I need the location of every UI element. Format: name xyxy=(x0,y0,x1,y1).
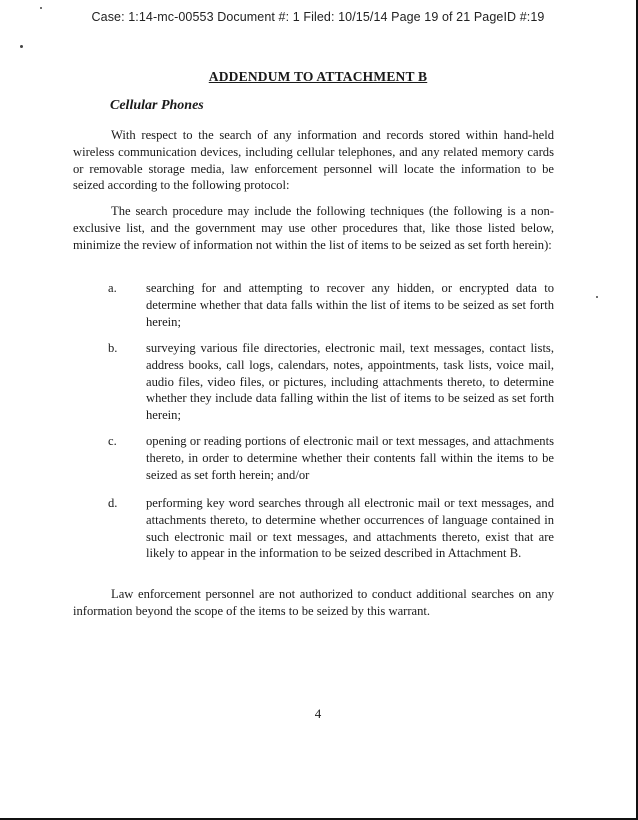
list-item-text: opening or reading portions of electronic mail or text messages, and attachments thereto, in order to determine whether their contents fall within the items to be seized as set forth herein; and/or xyxy=(146,434,554,482)
list-item-text: searching for and attempting to recover any hidden, or encrypted data to determine whether that data falls within the list of items to be seized as set forth herein; xyxy=(146,281,554,329)
case-header: Case: 1:14-mc-00553 Document #: 1 Filed: 10/15/14 Page 19 of 21 PageID #:19 xyxy=(91,10,545,24)
list-item-letter: c. xyxy=(108,434,117,448)
list-item-d xyxy=(108,495,554,562)
scan-speck xyxy=(40,7,42,9)
document-title: ADDENDUM TO ATTACHMENT B xyxy=(208,69,428,84)
list-item-a xyxy=(108,280,554,330)
list-item-letter: b. xyxy=(108,341,118,355)
section-subtitle: Cellular Phones xyxy=(110,98,204,113)
intro-paragraph: With respect to the search of any information and records stored within hand-held wireless communication devices, including cellular telephones, and any related memory cards or removable storage media, law enforcement personnel will locate the information to be seized according to the following protocol: xyxy=(73,128,554,193)
list-item-b xyxy=(108,340,554,424)
list-item-letter: a. xyxy=(108,281,117,295)
scan-speck xyxy=(20,45,23,48)
page-number: 4 xyxy=(314,706,322,721)
scan-speck xyxy=(596,296,598,298)
closing-paragraph: Law enforcement personnel are not authorized to conduct additional searches on any information beyond the scope of the items to be seized by this warrant. xyxy=(73,587,554,618)
procedure-paragraph: The search procedure may include the following techniques (the following is a non-exclusive list, and the government may use other procedures that, like those listed below, minimize the review of information not within the list of items to be seized as set forth herein): xyxy=(73,204,554,252)
list-item-text: surveying various file directories, electronic mail, text messages, contact lists, address books, call logs, calendars, notes, appointments, task lists, voice mail, audio files, video files, or pictures, including attachments thereto, to determine whether they include data falling within the list of items to be seized as set forth herein; xyxy=(146,341,554,423)
list-item-text: performing key word searches through all electronic mail or text messages, and attachments thereto, to determine whether occurrences of language contained in such electronic mail or text messages, and attachments thereto, exist that are likely to appear in the information to be seized described in Attachment B. xyxy=(146,496,554,561)
list-item-letter: d. xyxy=(108,496,118,510)
list-item-c xyxy=(108,433,554,483)
